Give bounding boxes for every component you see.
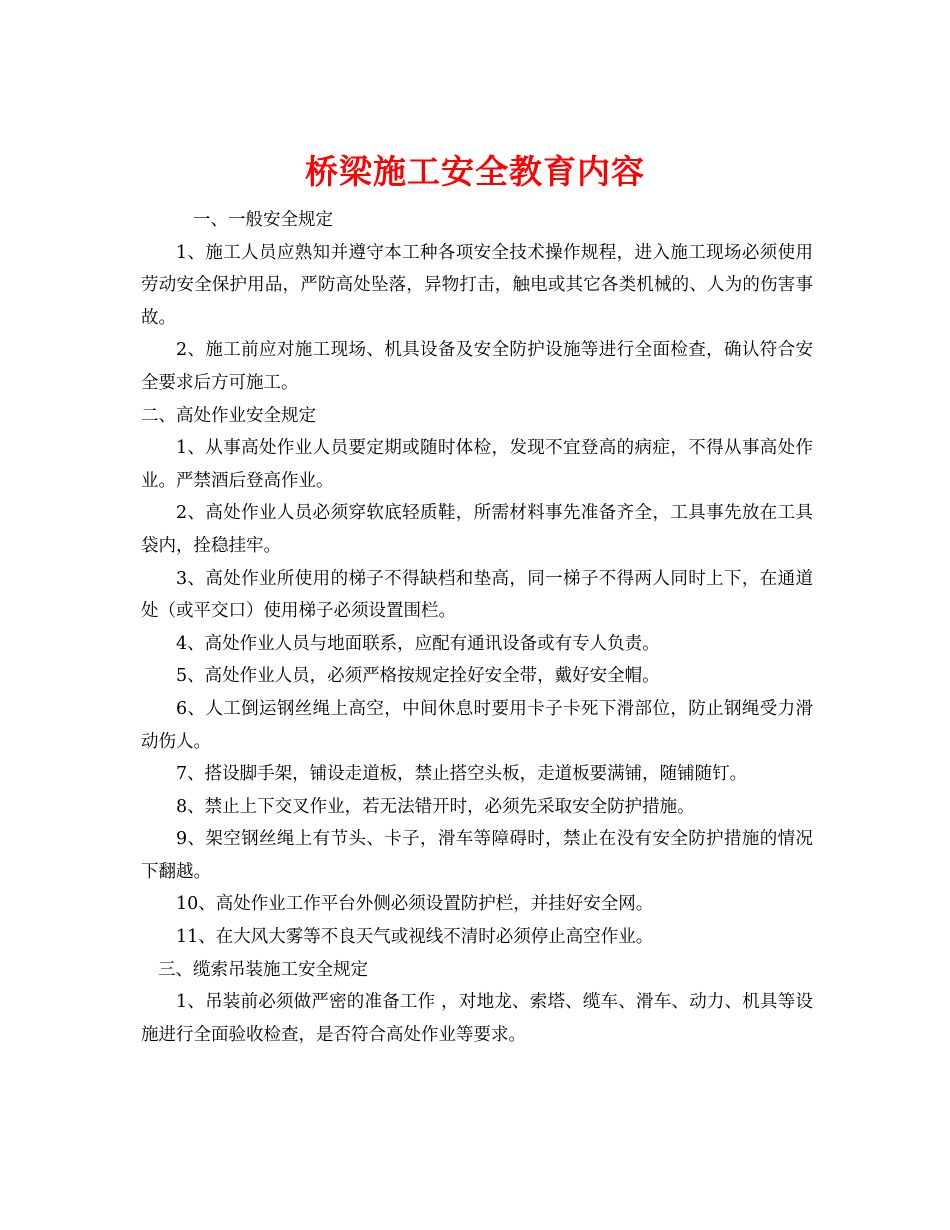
section-heading-general: 一、一般安全规定 [193, 210, 333, 230]
paragraph: 5、高处作业人员，必须严格按规定拴好安全带，戴好安全帽。 [176, 666, 660, 687]
document-body [141, 204, 813, 1051]
paragraph: 2、施工前应对施工现场、机具设备及安全防护设施等进行全面检查，确认符合安全要求后方可施工。 [141, 340, 813, 393]
paragraph: 6、人工倒运钢丝绳上高空，中间休息时要用卡子卡死下滑部位，防止钢绳受力滑动伤人。 [141, 698, 813, 752]
section-heading-height-work: 二、高处作业安全规定 [141, 405, 316, 426]
paragraph: 9、架空钢丝绳上有节头、卡子，滑车等障碍时，禁止在没有安全防护措施的情况下翻越。 [141, 829, 813, 882]
paragraph: 1、吊装前必须做严密的准备工作 ，对地龙、索塔、缆车、滑车、动力、机具等设施进行全面验收检查，是否符合高处作业等要求。 [141, 992, 813, 1045]
paragraph: 11、在大风大雾等不良天气或视线不清时必须停止高空作业。 [176, 927, 654, 948]
paragraph: 10、高处作业工作平台外侧必须设置防护栏，并挂好安全网。 [176, 894, 654, 915]
document-title: 桥梁施工安全教育内容 [305, 152, 645, 192]
paragraph: 4、高处作业人员与地面联系，应配有通讯设备或有专人负责。 [176, 633, 660, 654]
paragraph: 2、高处作业人员必须穿软底轻质鞋，所需材料事先准备齐全，工具事先放在工具袋内，拴稳挂牢。 [141, 503, 813, 556]
paragraph: 3、高处作业所使用的梯子不得缺档和垫高，同一梯子不得两人同时上下，在通道处（或平交口）使用梯子必须设置围栏。 [141, 568, 813, 622]
paragraph: 8、禁止上下交叉作业，若无法错开时，必须先采取安全防护措施。 [176, 796, 695, 817]
paragraph: 7、搭设脚手架，铺设走道板，禁止搭空头板，走道板要满铺，随铺随钉。 [176, 764, 748, 785]
paragraph: 1、从事高处作业人员要定期或随时体检，发现不宜登高的病症，不得从事高处作业。严禁酒后登高作业。 [141, 438, 813, 491]
section-heading-cable-hoisting: 三、缆索吊装施工安全规定 [158, 959, 368, 980]
paragraph: 1、施工人员应熟知并遵守本工种各项安全技术操作规程，进入施工现场必须使用劳动安全保护用品，严防高处坠落，异物打击，触电或其它各类机械的、人为的伤害事故。 [141, 242, 813, 328]
